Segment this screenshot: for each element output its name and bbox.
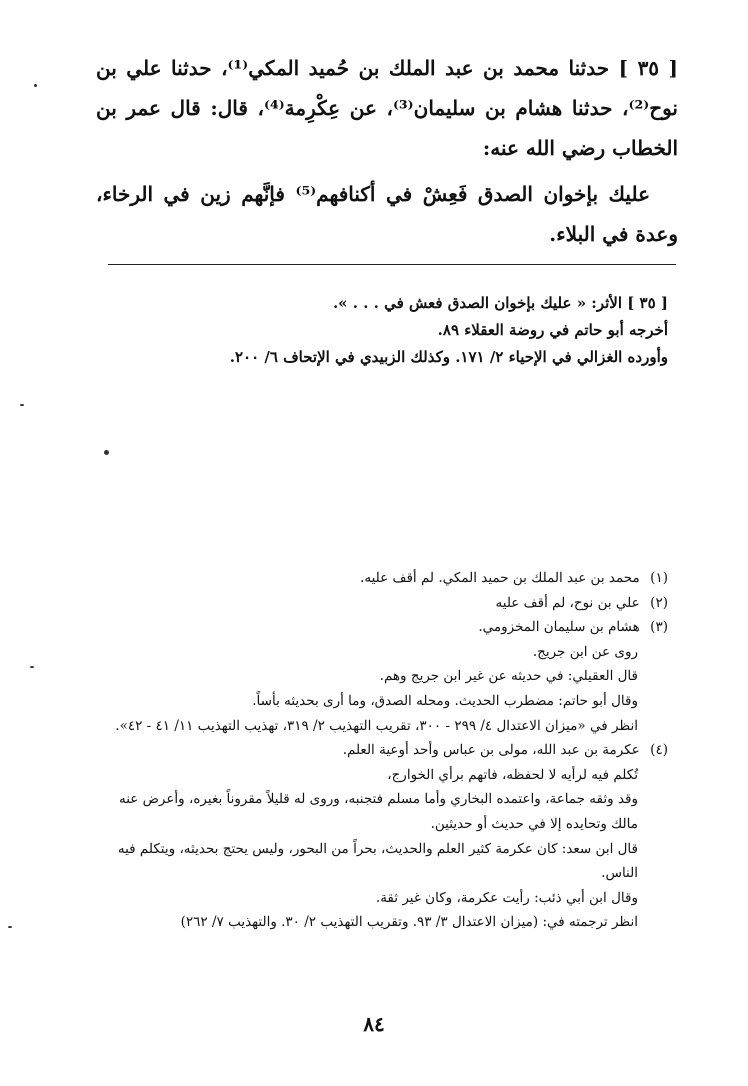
footnote-number: (٤) bbox=[650, 742, 668, 759]
footnote-text: عكرمة بن عبد الله، مولى بن عباس وأحد أوعية العلم. bbox=[342, 742, 640, 759]
footnote-text: محمد بن عبد الملك بن حميد المكي. لم أقف عليه. bbox=[360, 570, 640, 586]
footnote-text: هشام بن سليمان المخزومي. bbox=[478, 619, 640, 636]
footnote-text: علي بن نوح، لم أقف عليه bbox=[495, 594, 640, 611]
footnote-line: قال العقيلي: في حديثه عن غير ابن جريج وهم. bbox=[379, 668, 638, 685]
footnote-line: انظر في «ميزان الاعتدال ٤/ ٢٩٩ - ٣٠٠، تقريب التهذيب ٢/ ٣١٩، تهذيب التهذيب ١١/ ٤١ - ٤٢». bbox=[115, 717, 638, 734]
page-number: ٨٤ bbox=[363, 1012, 385, 1036]
footnote-number: (٣) bbox=[650, 619, 668, 636]
footnote-1 bbox=[90, 566, 668, 591]
athar-source-line: وأورده الغزالي في الإحياء ٢/ ١٧١. وكذلك الزبيدي في الإتحاف ٦/ ٢٠٠. bbox=[229, 348, 668, 366]
athar-takhrij bbox=[120, 290, 668, 371]
footnote-line: وقال أبو حاتم: مضطرب الحديث. ومحله الصدق، وما أرى بحديثه بأساً. bbox=[252, 692, 638, 709]
scan-speck bbox=[30, 666, 34, 668]
footnotes bbox=[90, 566, 668, 935]
athar-heading: [ ٣٥ ] الأثر: « عليك بإخوان الصدق فعش في . . . ». bbox=[332, 294, 668, 312]
footnote-line: وقد وثقه جماعة، واعتمده البخاري وأما مسلم فتجنبه، وروى له قليلاً مقروناً بغيره، وأعرض عنه مالك وتحايده إلا في حديث أو حديثين. bbox=[118, 791, 638, 832]
footnote-line: وقال ابن أبي ذئب: رأيت عكرمة، وكان غير ثقة. bbox=[375, 889, 638, 906]
scan-speck bbox=[34, 84, 37, 87]
footnote-number: (٢) bbox=[650, 594, 668, 611]
main-text bbox=[96, 48, 678, 254]
footnote-number: (١) bbox=[650, 570, 668, 586]
footnote-line: روى عن ابن جريج. bbox=[532, 643, 638, 660]
hadith-isnad-paragraph: [ ٣٥ ] حدثنا محمد بن عبد الملك بن حُميد المكي⁽¹⁾، حدثنا علي بن نوح⁽²⁾، حدثنا هشام بن سليمان⁽³⁾، عن عِكْرِمة⁽⁴⁾، قال: قال عمر بن الخطاب رضي الله عنه: bbox=[96, 56, 679, 160]
scan-speck bbox=[104, 450, 109, 455]
scan-speck bbox=[8, 926, 12, 928]
footnote-separator bbox=[108, 264, 676, 265]
hadith-matn-paragraph: عليك بإخوان الصدق فَعِشْ في أكنافهم⁽⁵⁾ فإنَّهم زين في الرخاء، وعدة في البلاء. bbox=[96, 182, 678, 246]
footnote-line: تُكلم فيه لرأيه لا لحفظه، فاتهم برأي الخوارج، bbox=[387, 766, 638, 783]
footnote-3 bbox=[90, 615, 668, 640]
footnote-line: قال ابن سعد: كان عكرمة كثير العلم والحديث، بحراً من البحور، وليس يحتج بحديثه، ويتكلم فيه الناس. bbox=[117, 840, 638, 882]
athar-source-line: أخرجه أبو حاتم في روضة العقلاء ٨٩. bbox=[437, 321, 668, 339]
footnote-4 bbox=[90, 738, 668, 763]
scan-speck bbox=[20, 404, 24, 406]
footnote-2 bbox=[90, 591, 668, 616]
footnote-line: انظر ترجمته في: (ميزان الاعتدال ٣/ ٩٣. وتقريب التهذيب ٢/ ٣٠. والتهذيب ٧/ ٢٦٢) bbox=[180, 914, 638, 931]
